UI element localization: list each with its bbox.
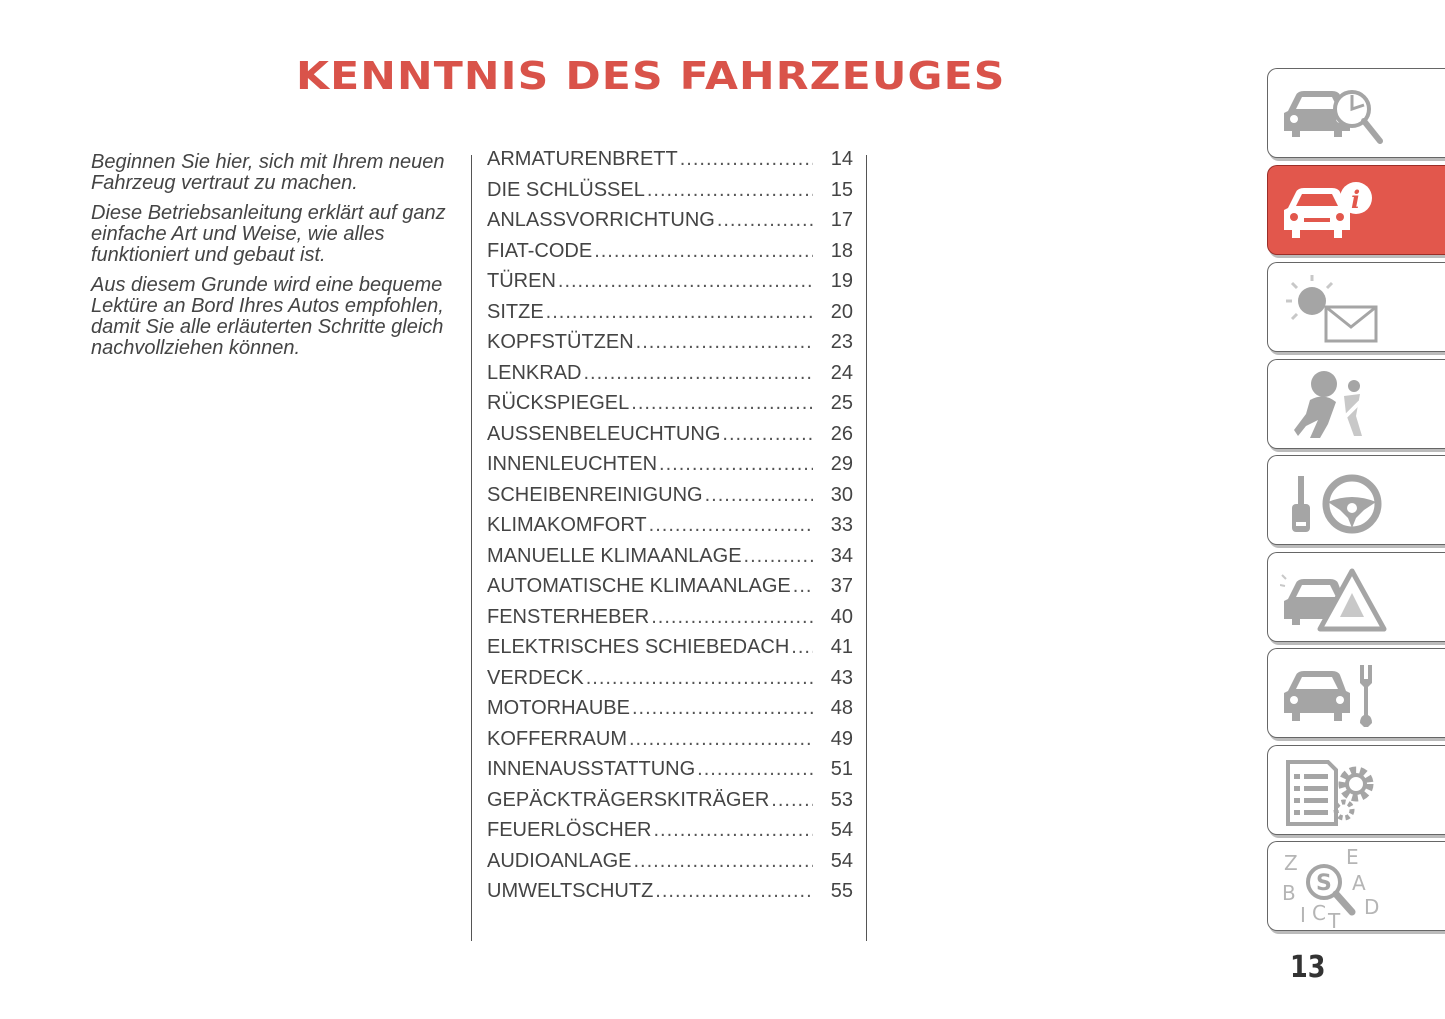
tab-vehicle-knowledge[interactable] (1267, 165, 1445, 255)
toc-entry[interactable] (487, 575, 853, 606)
toc-entry[interactable] (487, 392, 853, 423)
toc-dot-leader (697, 758, 813, 781)
car-info-icon (1280, 172, 1390, 248)
svg-text:T: T (1328, 909, 1341, 928)
tab-warning-lights[interactable] (1267, 262, 1445, 352)
toc-entry[interactable] (487, 484, 853, 515)
toc-entry-label: SITZE (487, 300, 544, 323)
toc-dot-leader (632, 697, 813, 720)
toc-entry[interactable] (487, 209, 853, 240)
svg-text:B: B (1282, 881, 1296, 905)
toc-entry-label: AUSSENBELEUCHTUNG (487, 422, 721, 445)
toc-entry-page: 49 (830, 727, 853, 750)
table-of-contents (487, 148, 853, 911)
toc-dot-leader (655, 880, 813, 903)
toc-entry[interactable] (487, 606, 853, 637)
svg-text:A: A (1352, 871, 1366, 895)
toc-entry-page: 17 (830, 209, 853, 231)
toc-dot-leader (594, 240, 813, 263)
toc-entry[interactable] (487, 789, 853, 820)
toc-entry-label: INNENAUSSTATTUNG (487, 758, 696, 780)
toc-entry-label: UMWELTSCHUTZ (487, 880, 654, 902)
toc-entry-label: AUTOMATISCHE KLIMAANLAGE (487, 575, 791, 597)
toc-entry-page: 24 (830, 361, 853, 384)
toc-entry-page: 29 (830, 453, 853, 475)
alphabetical-index-icon (1280, 848, 1390, 928)
toc-entry-label: MANUELLE KLIMAANLAGE (487, 544, 742, 567)
tab-technical-data[interactable] (1267, 745, 1445, 835)
toc-dot-leader (744, 545, 813, 568)
toc-entry-page: 33 (830, 514, 853, 536)
toc-entry-page: 54 (830, 849, 853, 872)
toc-dot-leader (651, 606, 813, 629)
toc-dot-leader (631, 392, 813, 415)
toc-entry-page: 30 (830, 483, 853, 506)
chapter-title: KENNTNIS DES FAHRZEUGES (296, 54, 1006, 98)
toc-entry[interactable] (487, 240, 853, 271)
toc-entry-page: 19 (830, 270, 853, 292)
toc-entry-label: RÜCKSPIEGEL (487, 392, 630, 414)
toc-entry[interactable] (487, 423, 853, 454)
toc-entry-label: AUDIOANLAGE (487, 849, 632, 872)
toc-entry[interactable] (487, 331, 853, 362)
toc-dot-leader (649, 514, 813, 537)
toc-entry[interactable] (487, 148, 853, 179)
tab-starting-driving[interactable] (1267, 455, 1445, 545)
svg-text:S: S (1316, 871, 1332, 896)
toc-entry-page: 34 (830, 544, 853, 567)
toc-entry[interactable] (487, 514, 853, 545)
tab-index[interactable] (1267, 841, 1445, 931)
toc-entry[interactable] (487, 362, 853, 393)
toc-dot-leader (629, 728, 813, 751)
toc-entry-page: 37 (830, 575, 853, 597)
warning-light-message-icon (1280, 269, 1390, 345)
tab-emergency[interactable] (1267, 552, 1445, 642)
toc-entry-label: FENSTERHEBER (487, 605, 650, 628)
toc-entry[interactable] (487, 697, 853, 728)
toc-entry-label: VERDECK (487, 666, 584, 689)
toc-entry-page: 40 (830, 605, 853, 628)
toc-dot-leader (722, 423, 813, 446)
svg-text:D: D (1364, 895, 1380, 919)
toc-dot-leader (771, 789, 813, 812)
toc-entry-label: INNENLEUCHTEN (487, 453, 658, 475)
toc-dot-leader (647, 179, 813, 202)
toc-dot-leader (793, 575, 813, 598)
toc-entry-page: 53 (830, 788, 853, 811)
toc-entry-label: KOFFERRAUM (487, 727, 627, 750)
toc-entry-label: FEUERLÖSCHER (487, 819, 652, 841)
toc-entry-label: LENKRAD (487, 361, 582, 384)
toc-entry[interactable] (487, 545, 853, 576)
toc-entry[interactable] (487, 179, 853, 210)
toc-dot-leader (659, 453, 813, 476)
toc-entry-label: ARMATURENBRETT (487, 148, 678, 170)
car-breakdown-warning-icon (1280, 559, 1390, 635)
toc-dot-leader (546, 301, 813, 324)
toc-entry-page: 48 (830, 697, 853, 719)
toc-entry-page: 14 (830, 148, 853, 170)
toc-entry-label: DIE SCHLÜSSEL (487, 178, 645, 201)
toc-entry-page: 51 (830, 758, 853, 780)
toc-entry-page: 18 (830, 239, 853, 262)
toc-dot-leader (586, 667, 813, 690)
toc-entry-label: ANLASSVORRICHTUNG (487, 209, 715, 231)
svg-text:E: E (1346, 848, 1359, 869)
svg-text:Z: Z (1284, 851, 1298, 875)
intro-paragraph: Aus diesem Grunde wird eine bequeme Lektüre an Bord Ihres Autos empfohlen, damit Sie alle erläuterten Schritte gleich nachvollziehen können. (91, 274, 444, 359)
svg-text:I: I (1300, 903, 1306, 927)
svg-text:i: i (1351, 185, 1361, 214)
toc-entry-page: 26 (830, 422, 853, 445)
toc-entry-page: 55 (830, 880, 853, 902)
tab-maintenance[interactable] (1267, 648, 1445, 738)
toc-entry[interactable] (487, 758, 853, 789)
toc-dot-leader (583, 362, 813, 385)
toc-dot-leader (791, 636, 813, 659)
toc-entry-page: 41 (830, 636, 853, 658)
intro-paragraph: Beginnen Sie hier, sich mit Ihrem neuen Fahrzeug vertraut zu machen. (91, 151, 445, 194)
toc-entry-label: GEPÄCKTRÄGERSKITRÄGER (487, 788, 770, 811)
toc-entry[interactable] (487, 636, 853, 667)
toc-entry-label: SCHEIBENREINIGUNG (487, 483, 703, 506)
toc-right-divider (866, 155, 867, 941)
svg-text:C: C (1312, 901, 1326, 925)
toc-entry-page: 15 (830, 178, 853, 201)
toc-dot-leader (717, 209, 813, 232)
intro-paragraph: Diese Betriebsanleitung erklärt auf ganz einfache Art und Weise, wie alles funktioniert und gebaut ist. (91, 202, 446, 266)
toc-dot-leader (705, 484, 813, 507)
tab-vehicle-overview[interactable] (1267, 68, 1445, 158)
toc-dot-leader (636, 331, 813, 354)
car-maintenance-wrench-icon (1280, 655, 1390, 731)
toc-entry[interactable] (487, 850, 853, 881)
toc-dot-leader (680, 148, 813, 171)
toc-entry-label: FIAT-CODE (487, 239, 593, 262)
toc-entry[interactable] (487, 270, 853, 301)
toc-entry[interactable] (487, 453, 853, 484)
toc-entry-label: TÜREN (487, 270, 556, 292)
toc-entry-page: 23 (830, 331, 853, 353)
toc-dot-leader (558, 270, 813, 293)
toc-entry[interactable] (487, 667, 853, 698)
toc-left-divider (471, 155, 472, 941)
tab-safety[interactable] (1267, 359, 1445, 449)
toc-entry-page: 20 (830, 300, 853, 323)
car-search-icon (1280, 75, 1390, 151)
toc-entry-page: 25 (830, 392, 853, 414)
page-number: 13 (1290, 950, 1326, 985)
toc-entry[interactable] (487, 819, 853, 850)
toc-dot-leader (633, 850, 813, 873)
toc-entry-page: 54 (830, 819, 853, 841)
toc-entry-label: KOPFSTÜTZEN (487, 331, 634, 353)
key-steering-wheel-icon (1280, 462, 1390, 538)
toc-entry[interactable] (487, 880, 853, 911)
technical-data-gear-icon (1280, 752, 1390, 828)
toc-entry-label: MOTORHAUBE (487, 697, 630, 719)
toc-entry[interactable] (487, 301, 853, 332)
toc-entry[interactable] (487, 728, 853, 759)
toc-dot-leader (653, 819, 813, 842)
toc-entry-label: KLIMAKOMFORT (487, 514, 647, 536)
intro-text (91, 152, 459, 368)
toc-entry-label: ELEKTRISCHES SCHIEBEDACH (487, 636, 790, 658)
passenger-safety-icon (1280, 366, 1390, 442)
toc-entry-page: 43 (830, 666, 853, 689)
